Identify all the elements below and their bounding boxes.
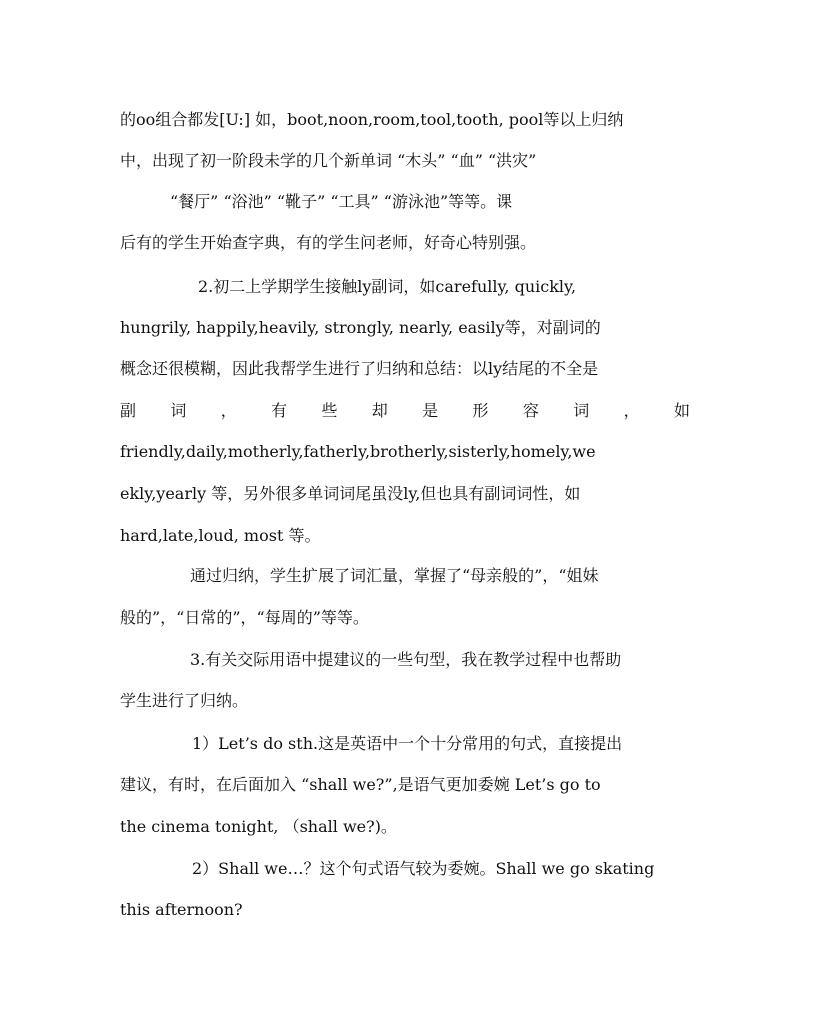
- text-line: 般的”，“日常的”，“每周的”等等。: [120, 608, 369, 627]
- word-char: ，: [623, 401, 640, 420]
- text-line: hungrily, happily,heavily, strongly, nearly, easily等，对副词的: [120, 318, 601, 337]
- text-line: 2）Shall we…？这个句式语气较为委婉。Shall we go skating: [192, 859, 655, 878]
- text-line: this afternoon?: [120, 900, 243, 919]
- word-char: 词: [170, 401, 187, 420]
- word-char: 形: [472, 401, 489, 420]
- text-line: hard,late,loud, most 等。: [120, 526, 321, 545]
- text-line: ekly,yearly 等，另外很多单词词尾虽没ly,但也具有副词词性，如: [120, 484, 581, 503]
- text-line: the cinema tonight, （shall we?)。: [120, 817, 397, 836]
- word-char: 容: [522, 401, 539, 420]
- text-line: 2.初二上学期学生接触ly副词，如carefully, quickly,: [198, 277, 577, 296]
- word-char: 词: [573, 401, 590, 420]
- text-line: 中，出现了初一阶段未学的几个新单词 “木头” “血” “洪灾”: [120, 151, 537, 170]
- text-line: 1）Let’s do sth.这是英语中一个十分常用的句式，直接提出: [192, 734, 623, 753]
- word-char: 却: [371, 401, 388, 420]
- text-line: 建议，有时，在后面加入 “shall we?”,是语气更加委婉 Let’s go to: [120, 775, 601, 794]
- word-char: 是: [422, 401, 439, 420]
- word-char: 些: [321, 401, 338, 420]
- word-char: 如: [673, 401, 690, 420]
- text-line: friendly,daily,motherly,fatherly,brotherly,sisterly,homely,we: [120, 442, 596, 461]
- text-line: 学生进行了归纳。: [120, 691, 249, 710]
- word-char: ，: [220, 401, 237, 420]
- word-char: 有: [271, 401, 288, 420]
- text-line: 后有的学生开始查字典，有的学生问老师，好奇心特别强。: [120, 233, 537, 252]
- text-line: 通过归纳，学生扩展了词汇量，掌握了“母亲般的”，“姐妹: [190, 566, 599, 585]
- text-line: 的oo组合都发[U:] 如，boot,noon,room,tool,tooth, pool等以上归纳: [120, 110, 624, 129]
- text-line: “餐厅” “浴池” “靴子” “工具” “游泳池”等等。课: [170, 192, 513, 211]
- justified-line: [120, 401, 690, 421]
- word-char: 副: [120, 401, 137, 420]
- text-line: 概念还很模糊，因此我帮学生进行了归纳和总结：以ly结尾的不全是: [120, 359, 599, 378]
- text-line: 3.有关交际用语中提建议的一些句型，我在教学过程中也帮助: [190, 650, 622, 669]
